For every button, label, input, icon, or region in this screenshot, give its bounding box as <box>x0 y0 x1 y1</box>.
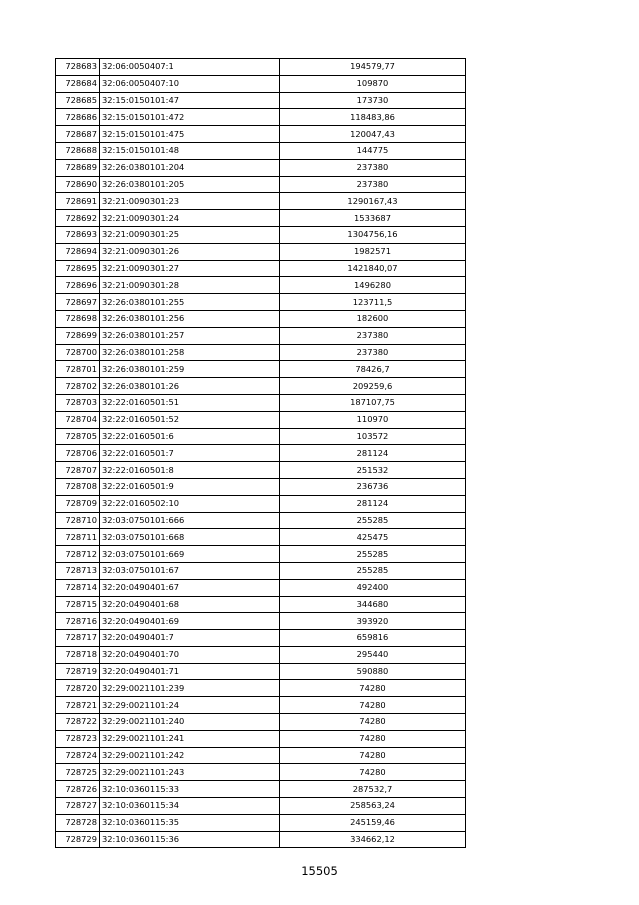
value-cell: 74280 <box>280 714 466 731</box>
row-id-cell: 728728 <box>56 814 100 831</box>
row-id-cell: 728706 <box>56 445 100 462</box>
cadastral-number-cell: 32:21:0090301:25 <box>100 226 280 243</box>
row-id-cell: 728726 <box>56 781 100 798</box>
table-row <box>56 193 466 210</box>
cadastral-number-cell: 32:10:0360115:34 <box>100 798 280 815</box>
value-cell: 237380 <box>280 327 466 344</box>
value-cell: 173730 <box>280 92 466 109</box>
table-row <box>56 159 466 176</box>
cadastral-number-cell: 32:29:0021101:241 <box>100 730 280 747</box>
table-row <box>56 730 466 747</box>
row-id-cell: 728708 <box>56 478 100 495</box>
table-row <box>56 126 466 143</box>
value-cell: 344680 <box>280 596 466 613</box>
table-row <box>56 579 466 596</box>
row-id-cell: 728715 <box>56 596 100 613</box>
value-cell: 295440 <box>280 646 466 663</box>
value-cell: 236736 <box>280 478 466 495</box>
row-id-cell: 728704 <box>56 411 100 428</box>
value-cell: 393920 <box>280 613 466 630</box>
value-cell: 1496280 <box>280 277 466 294</box>
value-cell: 237380 <box>280 344 466 361</box>
row-id-cell: 728716 <box>56 613 100 630</box>
table-row <box>56 445 466 462</box>
page-number: 15505 <box>301 864 338 878</box>
table-row <box>56 596 466 613</box>
table-row <box>56 562 466 579</box>
row-id-cell: 728722 <box>56 714 100 731</box>
table-row <box>56 781 466 798</box>
table-row <box>56 646 466 663</box>
value-cell: 78426,7 <box>280 361 466 378</box>
table-row <box>56 394 466 411</box>
table-row <box>56 294 466 311</box>
table-row <box>56 176 466 193</box>
row-id-cell: 728707 <box>56 462 100 479</box>
cadastral-number-cell: 32:21:0090301:23 <box>100 193 280 210</box>
row-id-cell: 728724 <box>56 747 100 764</box>
cadastral-number-cell: 32:20:0490401:68 <box>100 596 280 613</box>
value-cell: 425475 <box>280 529 466 546</box>
cadastral-number-cell: 32:20:0490401:67 <box>100 579 280 596</box>
row-id-cell: 728712 <box>56 546 100 563</box>
cadastral-number-cell: 32:20:0490401:71 <box>100 663 280 680</box>
cadastral-number-cell: 32:29:0021101:243 <box>100 764 280 781</box>
value-cell: 255285 <box>280 562 466 579</box>
cadastral-number-cell: 32:22:0160501:6 <box>100 428 280 445</box>
value-cell: 74280 <box>280 764 466 781</box>
value-cell: 187107,75 <box>280 394 466 411</box>
cadastral-number-cell: 32:20:0490401:70 <box>100 646 280 663</box>
row-id-cell: 728709 <box>56 495 100 512</box>
row-id-cell: 728700 <box>56 344 100 361</box>
row-id-cell: 728710 <box>56 512 100 529</box>
value-cell: 109870 <box>280 75 466 92</box>
cadastral-number-cell: 32:21:0090301:27 <box>100 260 280 277</box>
table-row <box>56 495 466 512</box>
cadastral-number-cell: 32:26:0380101:205 <box>100 176 280 193</box>
cadastral-number-cell: 32:10:0360115:33 <box>100 781 280 798</box>
value-cell: 194579,77 <box>280 59 466 76</box>
cadastral-number-cell: 32:22:0160501:8 <box>100 462 280 479</box>
data-table <box>55 58 466 848</box>
row-id-cell: 728683 <box>56 59 100 76</box>
cadastral-number-cell: 32:29:0021101:242 <box>100 747 280 764</box>
table-row <box>56 75 466 92</box>
cadastral-number-cell: 32:03:0750101:668 <box>100 529 280 546</box>
row-id-cell: 728729 <box>56 831 100 848</box>
row-id-cell: 728701 <box>56 361 100 378</box>
row-id-cell: 728688 <box>56 142 100 159</box>
cadastral-number-cell: 32:03:0750101:67 <box>100 562 280 579</box>
row-id-cell: 728723 <box>56 730 100 747</box>
cadastral-number-cell: 32:22:0160501:52 <box>100 411 280 428</box>
table-row <box>56 663 466 680</box>
table-row <box>56 714 466 731</box>
value-cell: 1982571 <box>280 243 466 260</box>
value-cell: 281124 <box>280 445 466 462</box>
cadastral-number-cell: 32:06:0050407:10 <box>100 75 280 92</box>
value-cell: 123711,5 <box>280 294 466 311</box>
table-row <box>56 512 466 529</box>
row-id-cell: 728702 <box>56 378 100 395</box>
value-cell: 251532 <box>280 462 466 479</box>
value-cell: 182600 <box>280 310 466 327</box>
table-row <box>56 814 466 831</box>
cadastral-number-cell: 32:15:0150101:48 <box>100 142 280 159</box>
table-row <box>56 59 466 76</box>
row-id-cell: 728711 <box>56 529 100 546</box>
cadastral-number-cell: 32:20:0490401:69 <box>100 613 280 630</box>
cadastral-number-cell: 32:10:0360115:36 <box>100 831 280 848</box>
table-row <box>56 226 466 243</box>
table-row <box>56 109 466 126</box>
row-id-cell: 728684 <box>56 75 100 92</box>
row-id-cell: 728687 <box>56 126 100 143</box>
value-cell: 118483,86 <box>280 109 466 126</box>
table-row <box>56 630 466 647</box>
row-id-cell: 728698 <box>56 310 100 327</box>
row-id-cell: 728697 <box>56 294 100 311</box>
row-id-cell: 728727 <box>56 798 100 815</box>
table-row <box>56 680 466 697</box>
cadastral-number-cell: 32:29:0021101:240 <box>100 714 280 731</box>
row-id-cell: 728685 <box>56 92 100 109</box>
table-body <box>56 59 466 848</box>
cadastral-number-cell: 32:22:0160501:51 <box>100 394 280 411</box>
row-id-cell: 728695 <box>56 260 100 277</box>
row-id-cell: 728725 <box>56 764 100 781</box>
cadastral-number-cell: 32:21:0090301:24 <box>100 210 280 227</box>
row-id-cell: 728694 <box>56 243 100 260</box>
table-row <box>56 327 466 344</box>
value-cell: 659816 <box>280 630 466 647</box>
row-id-cell: 728690 <box>56 176 100 193</box>
table-row <box>56 462 466 479</box>
value-cell: 209259,6 <box>280 378 466 395</box>
row-id-cell: 728703 <box>56 394 100 411</box>
value-cell: 144775 <box>280 142 466 159</box>
table-row <box>56 529 466 546</box>
value-cell: 590880 <box>280 663 466 680</box>
row-id-cell: 728719 <box>56 663 100 680</box>
row-id-cell: 728699 <box>56 327 100 344</box>
row-id-cell: 728693 <box>56 226 100 243</box>
cadastral-number-cell: 32:20:0490401:7 <box>100 630 280 647</box>
table-row <box>56 764 466 781</box>
value-cell: 255285 <box>280 512 466 529</box>
cadastral-number-cell: 32:03:0750101:669 <box>100 546 280 563</box>
cadastral-number-cell: 32:26:0380101:255 <box>100 294 280 311</box>
value-cell: 1304756,16 <box>280 226 466 243</box>
row-id-cell: 728692 <box>56 210 100 227</box>
row-id-cell: 728721 <box>56 697 100 714</box>
value-cell: 74280 <box>280 730 466 747</box>
table-row <box>56 92 466 109</box>
value-cell: 281124 <box>280 495 466 512</box>
cadastral-number-cell: 32:26:0380101:257 <box>100 327 280 344</box>
cadastral-number-cell: 32:26:0380101:204 <box>100 159 280 176</box>
row-id-cell: 728718 <box>56 646 100 663</box>
table-row <box>56 361 466 378</box>
table-row <box>56 277 466 294</box>
cadastral-number-cell: 32:22:0160501:7 <box>100 445 280 462</box>
table-row <box>56 478 466 495</box>
cadastral-number-cell: 32:15:0150101:475 <box>100 126 280 143</box>
row-id-cell: 728686 <box>56 109 100 126</box>
cadastral-number-cell: 32:26:0380101:256 <box>100 310 280 327</box>
value-cell: 492400 <box>280 579 466 596</box>
cadastral-number-cell: 32:21:0090301:28 <box>100 277 280 294</box>
cadastral-number-cell: 32:26:0380101:258 <box>100 344 280 361</box>
table-row <box>56 378 466 395</box>
value-cell: 74280 <box>280 697 466 714</box>
value-cell: 245159,46 <box>280 814 466 831</box>
cadastral-number-cell: 32:26:0380101:26 <box>100 378 280 395</box>
table-row <box>56 428 466 445</box>
row-id-cell: 728713 <box>56 562 100 579</box>
row-id-cell: 728705 <box>56 428 100 445</box>
value-cell: 237380 <box>280 159 466 176</box>
cadastral-number-cell: 32:26:0380101:259 <box>100 361 280 378</box>
row-id-cell: 728720 <box>56 680 100 697</box>
table-row <box>56 613 466 630</box>
table-row <box>56 546 466 563</box>
row-id-cell: 728714 <box>56 579 100 596</box>
cadastral-number-cell: 32:29:0021101:24 <box>100 697 280 714</box>
cadastral-number-cell: 32:15:0150101:472 <box>100 109 280 126</box>
table-row <box>56 210 466 227</box>
value-cell: 258563,24 <box>280 798 466 815</box>
value-cell: 255285 <box>280 546 466 563</box>
table-row <box>56 411 466 428</box>
value-cell: 1290167,43 <box>280 193 466 210</box>
row-id-cell: 728717 <box>56 630 100 647</box>
table-row <box>56 344 466 361</box>
cadastral-number-cell: 32:22:0160501:9 <box>100 478 280 495</box>
table-row <box>56 310 466 327</box>
cadastral-number-cell: 32:22:0160502:10 <box>100 495 280 512</box>
value-cell: 237380 <box>280 176 466 193</box>
table-row <box>56 243 466 260</box>
value-cell: 1421840,07 <box>280 260 466 277</box>
value-cell: 74280 <box>280 747 466 764</box>
row-id-cell: 728696 <box>56 277 100 294</box>
table-row <box>56 747 466 764</box>
table-row <box>56 798 466 815</box>
cadastral-number-cell: 32:10:0360115:35 <box>100 814 280 831</box>
cadastral-number-cell: 32:06:0050407:1 <box>100 59 280 76</box>
value-cell: 1533687 <box>280 210 466 227</box>
value-cell: 334662,12 <box>280 831 466 848</box>
table-row <box>56 260 466 277</box>
table-row <box>56 831 466 848</box>
cadastral-number-cell: 32:03:0750101:666 <box>100 512 280 529</box>
value-cell: 110970 <box>280 411 466 428</box>
row-id-cell: 728689 <box>56 159 100 176</box>
table-row <box>56 697 466 714</box>
value-cell: 74280 <box>280 680 466 697</box>
cadastral-number-cell: 32:15:0150101:47 <box>100 92 280 109</box>
value-cell: 120047,43 <box>280 126 466 143</box>
value-cell: 103572 <box>280 428 466 445</box>
row-id-cell: 728691 <box>56 193 100 210</box>
table-row <box>56 142 466 159</box>
value-cell: 287532,7 <box>280 781 466 798</box>
cadastral-number-cell: 32:21:0090301:26 <box>100 243 280 260</box>
cadastral-number-cell: 32:29:0021101:239 <box>100 680 280 697</box>
